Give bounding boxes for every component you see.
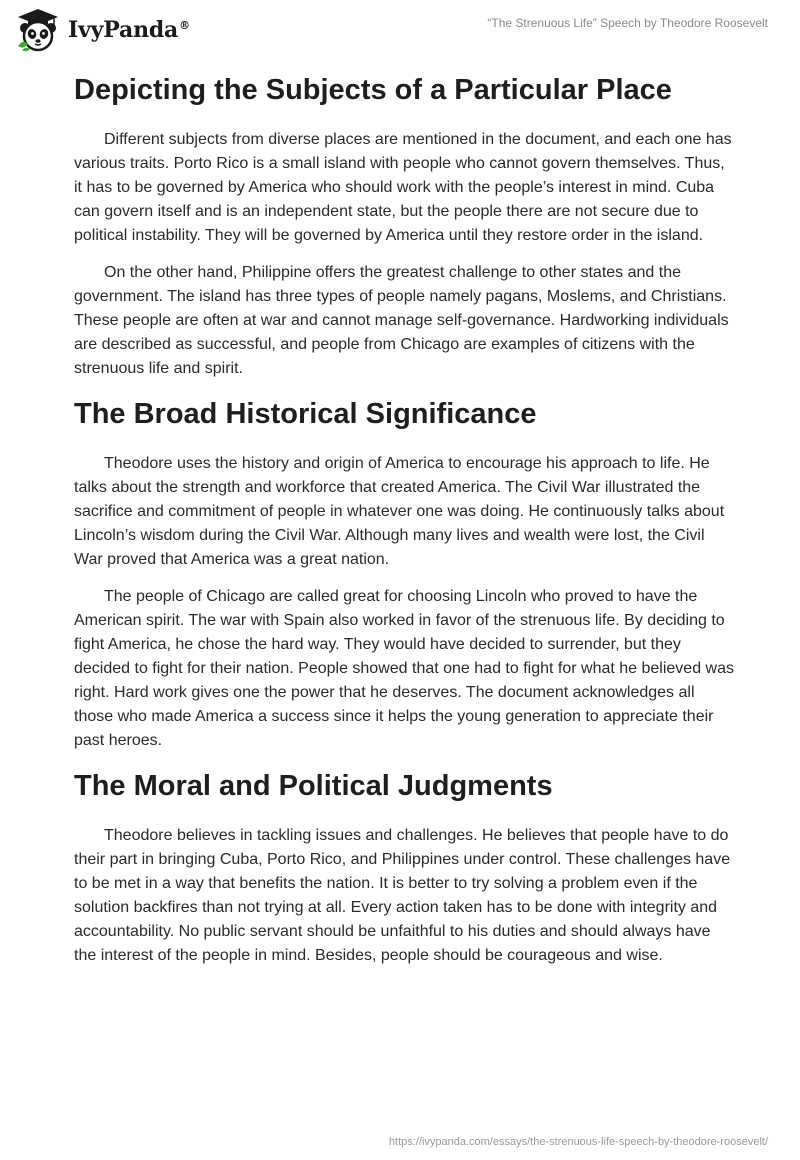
logo-text: IvyPanda® — [68, 17, 190, 43]
panda-graduate-icon — [14, 6, 62, 54]
essay-content — [74, 70, 734, 981]
source-url[interactable]: https://ivypanda.com/essays/the-strenuous-life-speech-by-theodore-roosevelt/ — [388, 1136, 768, 1148]
ivypanda-logo[interactable] — [14, 6, 190, 54]
section-historical-significance — [74, 394, 734, 753]
paragraph: Different subjects from diverse places are mentioned in the document, and each one has various traits. Porto Rico is a small island with people who cannot govern themselves. Thus, it has to be governed by America who should work with the people’s interest in mind. Cuba can govern itself and is an independent state, but the people there are not secure due to political instability. They will be governed by America until they restore order in the island. — [74, 131, 732, 244]
document-title: “The Strenuous Life” Speech by Theodore Roosevelt — [487, 16, 768, 30]
section-heading: The Broad Historical Significance — [74, 398, 537, 430]
paragraph: Theodore believes in tackling issues and challenges. He believes that people have to do their part in bringing Cuba, Porto Rico, and Philippines under control. These challenges have to be met in a way that benefits the nation. It is better to try solving a problem even if the solution backfires than not trying at all. Every action taken has to be done with integrity and accountability. No public servant should be unfaithful to his duties and should always have the interest of the people in mind. Besides, people should be courageous and wise. — [74, 827, 731, 964]
section-heading: Depicting the Subjects of a Particular Place — [74, 74, 672, 106]
section-heading: The Moral and Political Judgments — [74, 770, 553, 802]
paragraph: The people of Chicago are called great for choosing Lincoln who proved to have the American spirit. The war with Spain also worked in favor of the strenuous life. By deciding to fight America, he chose the hard way. They would have decided to surrender, but they decided to fight for their nation. People showed that one had to fight for what he believed was right. Hard work gives one the power that he deserves. The document acknowledges all those who made America a success since it helps the young generation to appreciate their past heroes. — [74, 588, 734, 749]
section-subjects — [74, 70, 734, 381]
paragraph: Theodore uses the history and origin of America to encourage his approach to life. He talks about the strength and workforce that created America. The Civil War illustrated the sacrifice and commitment of people in whatever one was doing. He continuously talks about Lincoln’s wisdom during the Civil War. Although many lives and wealth were lost, the Civil War proved that America was a great nation. — [74, 455, 725, 568]
paragraph: On the other hand, Philippine offers the greatest challenge to other states and the government. The island has three types of people namely pagans, Moslems, and Christians. These people are often at war and cannot manage self-governance. Hardworking individuals are described as successful, and people from Chicago are examples of citizens with the strenuous life and spirit. — [74, 264, 729, 377]
page-header — [0, 0, 800, 60]
section-moral-political — [74, 766, 734, 968]
